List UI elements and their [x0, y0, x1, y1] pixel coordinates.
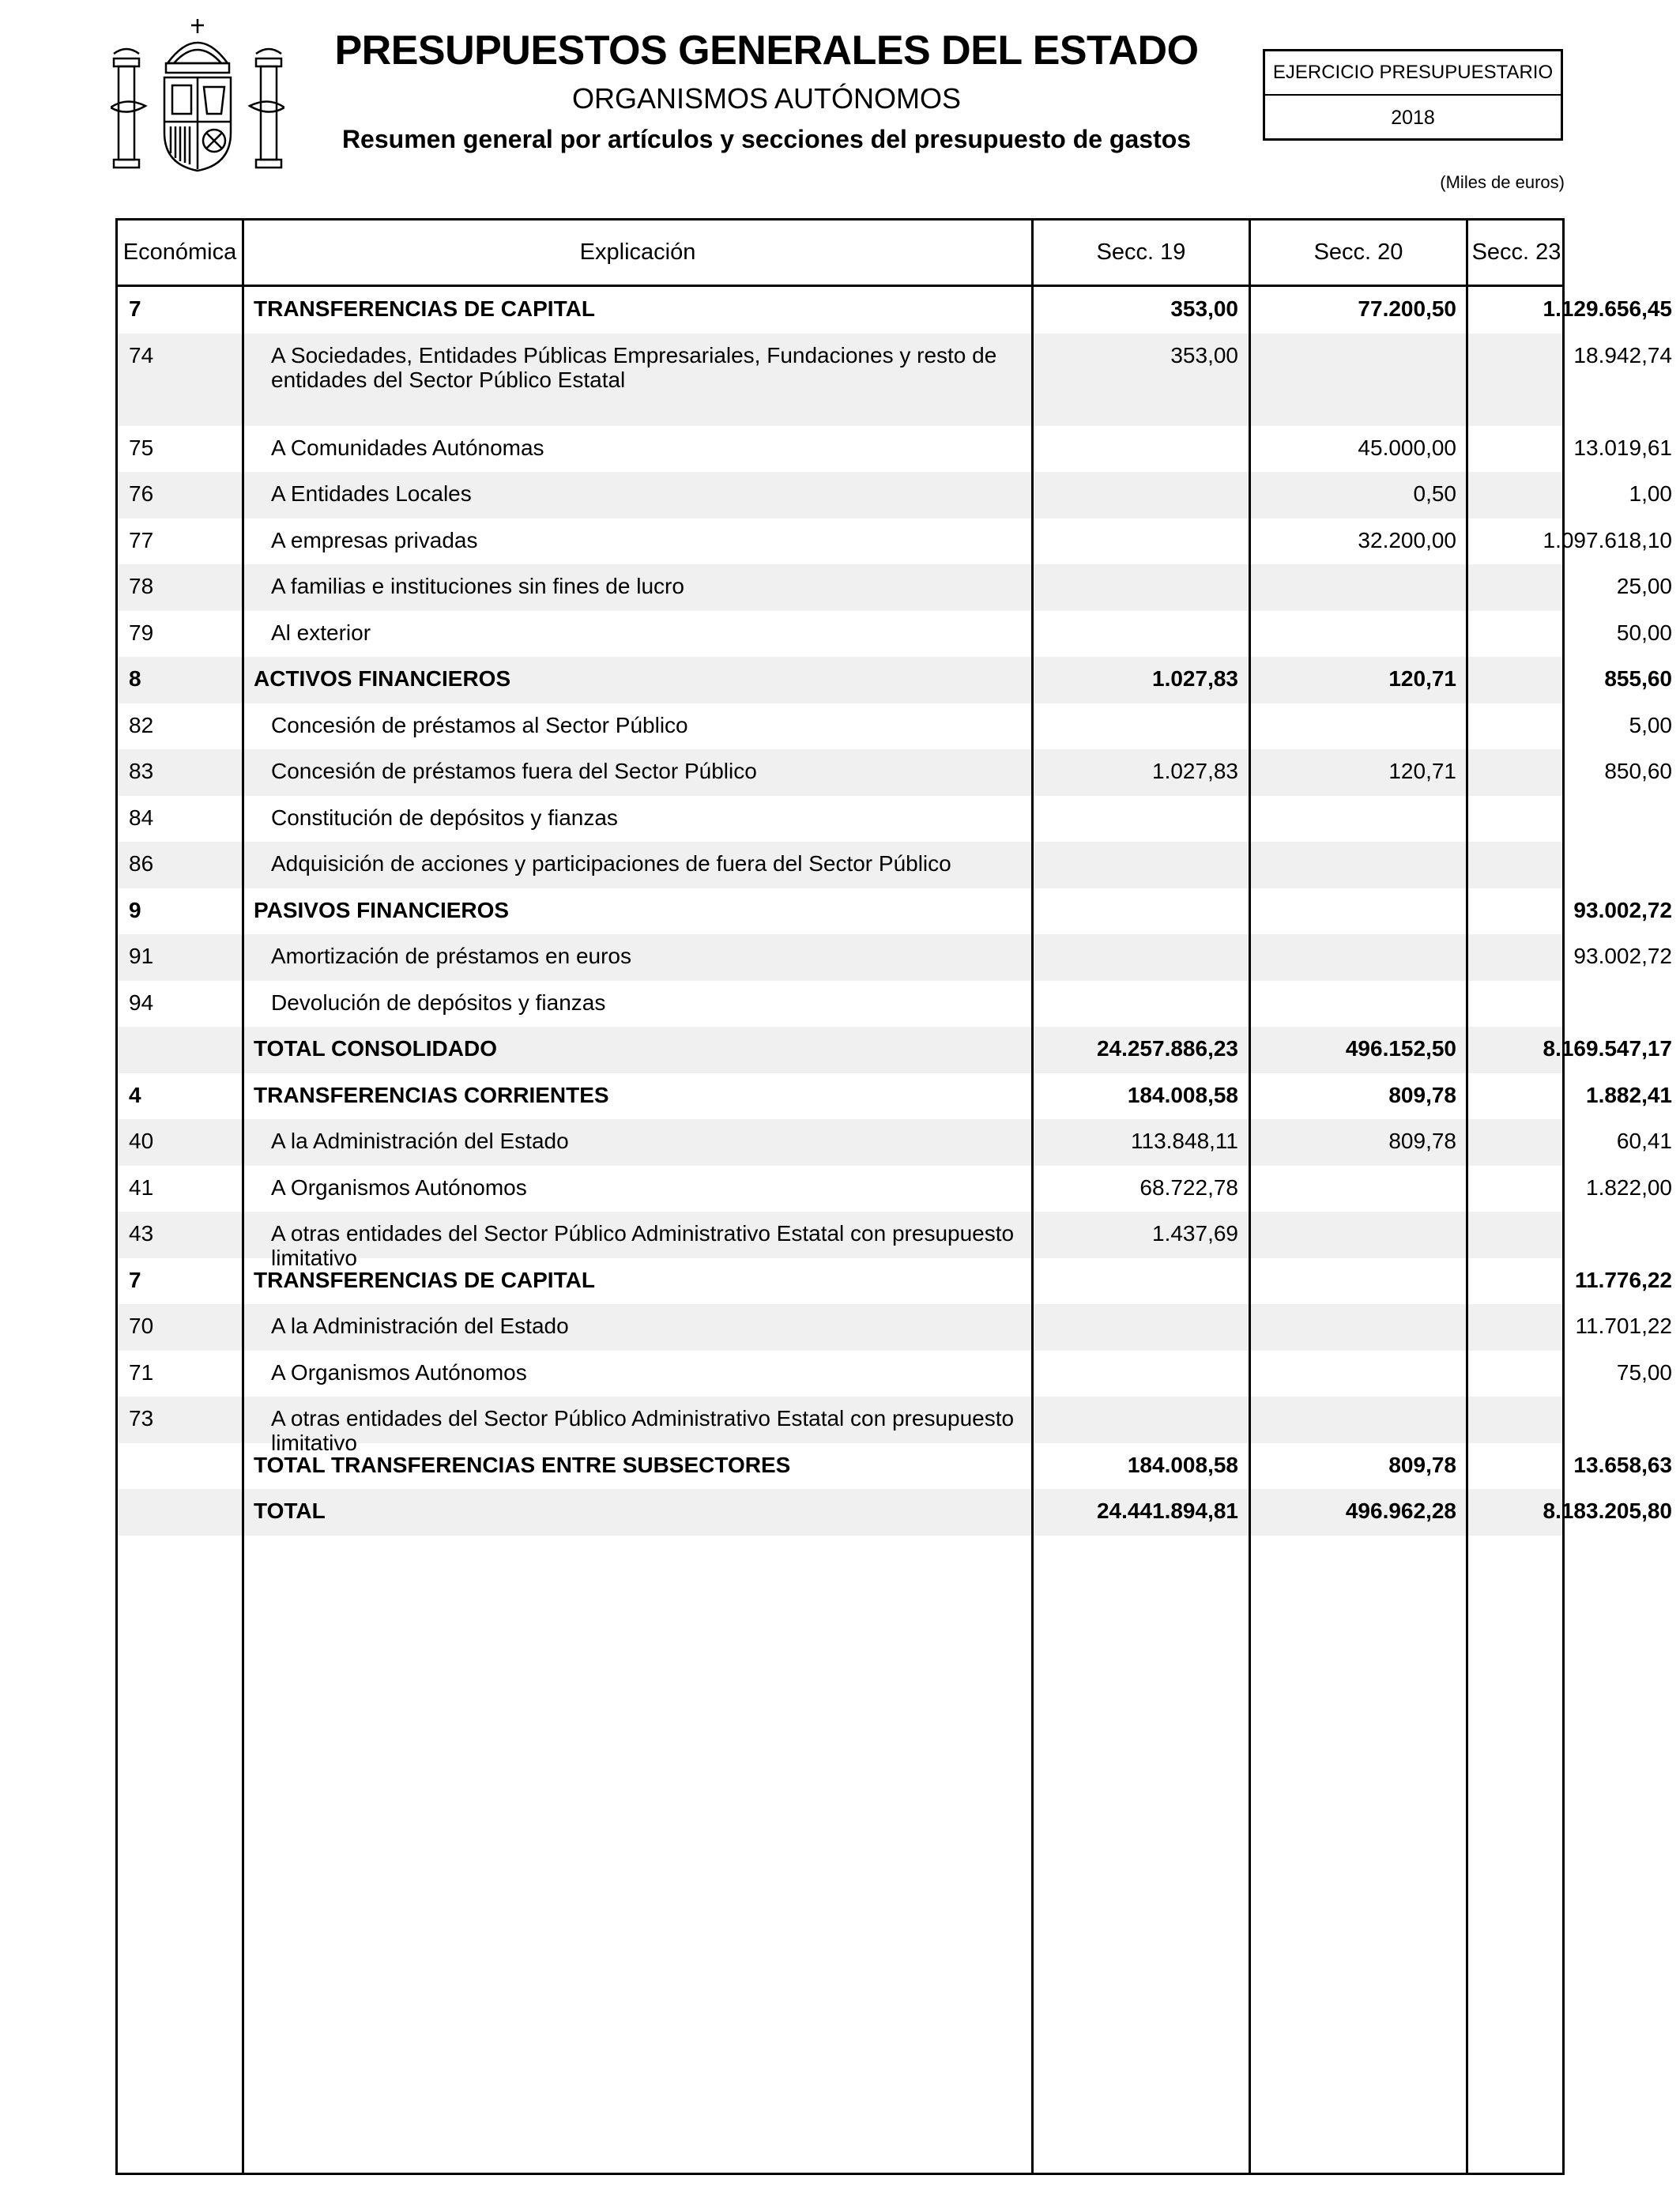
row-explanation: A la Administración del Estado: [271, 1129, 569, 1153]
row-secc-20: 120,71: [1388, 666, 1456, 691]
column-divider: [1031, 221, 1034, 2173]
table-row: [118, 796, 1562, 843]
budget-table: [115, 218, 1672, 2175]
row-secc-23: 1.097.618,10: [1543, 527, 1672, 552]
row-secc-23: 25,00: [1616, 574, 1672, 598]
table-row: [118, 657, 1672, 703]
row-secc-23: 11.701,22: [1575, 1314, 1672, 1338]
table-row: [118, 287, 1672, 334]
row-secc-23: [1355, 1212, 1672, 1221]
table-row: [118, 518, 1672, 565]
row-secc-23: 93.002,72: [1573, 897, 1672, 922]
row-secc-19: 24.257.886,23: [1096, 1036, 1238, 1061]
row-code: 8: [129, 666, 141, 691]
row-explanation: Devolución de depósitos y fianzas: [271, 990, 606, 1015]
row-secc-23: [1355, 1397, 1672, 1406]
table-row: [118, 472, 1672, 518]
row-explanation: A la Administración del Estado: [271, 1314, 569, 1338]
row-secc-23: 5,00: [1629, 712, 1672, 737]
row-explanation: ACTIVOS FINANCIEROS: [254, 666, 511, 691]
row-secc-23: 50,00: [1616, 620, 1672, 645]
row-code: 84: [129, 805, 154, 830]
row-code: 76: [129, 481, 154, 506]
row-code: [129, 1489, 239, 1498]
row-secc-23: 8.183.205,80: [1543, 1498, 1672, 1523]
row-secc-23: [1355, 842, 1672, 851]
row-explanation: TOTAL TRANSFERENCIAS ENTRE SUBSECTORES: [254, 1452, 791, 1477]
table-row: [118, 334, 1672, 426]
table-row: [118, 1119, 1672, 1166]
row-secc-23: 1,00: [1629, 481, 1672, 506]
row-code: 7: [129, 296, 141, 321]
row-code: 43: [129, 1221, 154, 1246]
row-secc-20: 496.962,28: [1345, 1498, 1456, 1523]
table-row: [118, 1258, 1672, 1305]
table-row: [118, 1443, 1672, 1490]
row-explanation: A Sociedades, Entidades Públicas Empresariales, Fundaciones y resto de entidades del Sector Público Estatal: [271, 342, 997, 392]
row-code: [129, 1443, 239, 1453]
table-row: [118, 611, 1672, 658]
col-header-secc-20: Secc. 20: [1313, 239, 1403, 265]
row-secc-20: 77.200,50: [1358, 296, 1456, 321]
row-explanation: Adquisición de acciones y participaciones de fuera del Sector Público: [271, 851, 951, 876]
column-divider: [242, 221, 244, 2173]
exercise-label: EJERCICIO PRESUPUESTARIO: [1265, 51, 1561, 96]
row-secc-20: 0,50: [1413, 481, 1456, 506]
page-subtitle: ORGANISMOS AUTÓNOMOS: [571, 82, 962, 115]
row-secc-19: 184.008,58: [1127, 1082, 1238, 1107]
row-secc-23: 1.822,00: [1586, 1174, 1672, 1200]
row-secc-23: 1.129.656,45: [1543, 296, 1672, 321]
row-secc-19: 1.027,83: [1152, 759, 1238, 783]
row-explanation: Constitución de depósitos y fianzas: [271, 805, 618, 830]
row-secc-23: [1355, 981, 1672, 990]
row-explanation: A Organismos Autónomos: [271, 1174, 527, 1200]
table-header: [118, 221, 1562, 287]
row-secc-20: 120,71: [1388, 759, 1456, 783]
row-secc-23: 855,60: [1604, 666, 1672, 691]
row-explanation: TOTAL CONSOLIDADO: [254, 1036, 497, 1061]
row-secc-23: 93.002,72: [1573, 944, 1672, 968]
row-secc-23: 18.942,74: [1573, 342, 1672, 368]
row-code: 79: [129, 620, 154, 645]
row-secc-23: 75,00: [1616, 1359, 1672, 1385]
col-header-economica: Económica: [122, 239, 237, 265]
row-secc-19: 113.848,11: [1131, 1129, 1238, 1153]
column-divider: [1466, 221, 1468, 2173]
row-secc-19: 68.722,78: [1139, 1174, 1238, 1200]
col-header-secc-23: Secc. 23: [1471, 239, 1561, 265]
row-code: 73: [129, 1406, 154, 1431]
table-row: [118, 888, 1672, 935]
row-code: 86: [129, 851, 154, 876]
row-explanation: A empresas privadas: [271, 527, 478, 552]
row-explanation: Amortización de préstamos en euros: [271, 944, 631, 968]
row-secc-19: 184.008,58: [1127, 1452, 1238, 1477]
row-secc-23: 850,60: [1604, 759, 1672, 783]
row-code: 40: [129, 1129, 154, 1153]
table-row: [118, 981, 1562, 1027]
row-code: 91: [129, 944, 154, 968]
row-explanation: A Organismos Autónomos: [271, 1359, 527, 1385]
row-code: 75: [129, 435, 154, 460]
col-header-secc-19: Secc. 19: [1096, 239, 1186, 265]
table-row: [118, 426, 1672, 473]
row-code: 77: [129, 527, 154, 552]
table-row: [118, 1166, 1672, 1212]
row-secc-23: 13.658,63: [1573, 1452, 1672, 1477]
row-secc-19: 1.027,83: [1152, 666, 1238, 691]
row-secc-23: 8.169.547,17: [1543, 1036, 1672, 1061]
row-secc-19: 353,00: [1170, 296, 1238, 321]
row-code: 41: [129, 1174, 154, 1200]
row-explanation: TRANSFERENCIAS DE CAPITAL: [254, 296, 595, 321]
row-explanation: TRANSFERENCIAS CORRIENTES: [254, 1082, 609, 1107]
row-secc-19: 24.441.894,81: [1096, 1498, 1238, 1523]
row-code: 70: [129, 1314, 154, 1338]
units-note: (Miles de euros): [1440, 172, 1565, 192]
row-secc-20: 496.152,50: [1345, 1036, 1456, 1061]
coat-of-arms-logo: [111, 14, 284, 176]
row-code: 82: [129, 712, 154, 737]
table-row: [118, 842, 1562, 888]
row-code: 78: [129, 574, 154, 598]
table-row: [118, 1304, 1672, 1351]
row-secc-20: 45.000,00: [1358, 435, 1456, 460]
row-explanation: A otras entidades del Sector Público Administrativo Estatal con presupuesto limitativo: [271, 1221, 1015, 1270]
row-explanation: TRANSFERENCIAS DE CAPITAL: [254, 1267, 595, 1292]
row-explanation: A Entidades Locales: [271, 481, 472, 506]
row-secc-23: 11.776,22: [1574, 1267, 1672, 1292]
table-row: [118, 1027, 1672, 1073]
exercise-year: 2018: [1391, 107, 1435, 129]
row-explanation: A otras entidades del Sector Público Administrativo Estatal con presupuesto limitativo: [271, 1406, 1015, 1455]
row-explanation: PASIVOS FINANCIEROS: [254, 897, 510, 922]
row-code: 9: [129, 897, 141, 922]
table-row: [118, 934, 1672, 981]
row-secc-20: 809,78: [1388, 1452, 1456, 1477]
row-secc-19: 1.437,69: [1152, 1221, 1238, 1246]
table-row: [118, 1212, 1562, 1270]
row-code: 94: [129, 990, 154, 1015]
column-divider: [1249, 221, 1251, 2173]
row-secc-20: 32.200,00: [1358, 527, 1456, 552]
row-code: 7: [129, 1267, 141, 1292]
table-row: [118, 749, 1672, 796]
row-code: 4: [129, 1082, 141, 1107]
row-code: 71: [129, 1359, 154, 1385]
row-secc-20: 809,78: [1388, 1129, 1456, 1153]
page-description: Resumen general por artículos y secciones del presupuesto de gastos: [341, 125, 1192, 153]
row-explanation: TOTAL: [254, 1498, 326, 1523]
table-row: [118, 564, 1672, 611]
row-explanation: Concesión de préstamos al Sector Público: [271, 712, 688, 737]
row-explanation: A Comunidades Autónomas: [271, 435, 544, 460]
row-secc-23: [1355, 796, 1672, 805]
table-row: [118, 1489, 1672, 1536]
row-secc-23: 13.019,61: [1573, 435, 1672, 460]
page-title: PRESUPUESTOS GENERALES DEL ESTADO: [334, 28, 1199, 74]
row-code: [129, 1027, 239, 1036]
row-secc-19: 353,00: [1170, 342, 1238, 368]
row-explanation: A familias e instituciones sin fines de lucro: [271, 574, 684, 598]
col-header-explicacion: Explicación: [579, 239, 696, 265]
row-secc-20: 809,78: [1388, 1082, 1456, 1107]
table-row: [118, 1397, 1562, 1455]
table-row: [118, 1351, 1672, 1397]
row-secc-23: 60,41: [1616, 1129, 1672, 1153]
exercise-box: [1263, 49, 1563, 141]
row-code: 74: [129, 342, 154, 368]
row-explanation: Al exterior: [271, 620, 371, 645]
row-code: 83: [129, 759, 154, 783]
table-row: [118, 703, 1672, 750]
row-secc-23: 1.882,41: [1586, 1082, 1672, 1107]
table-row: [118, 1073, 1672, 1120]
row-explanation: Concesión de préstamos fuera del Sector Público: [271, 759, 757, 783]
